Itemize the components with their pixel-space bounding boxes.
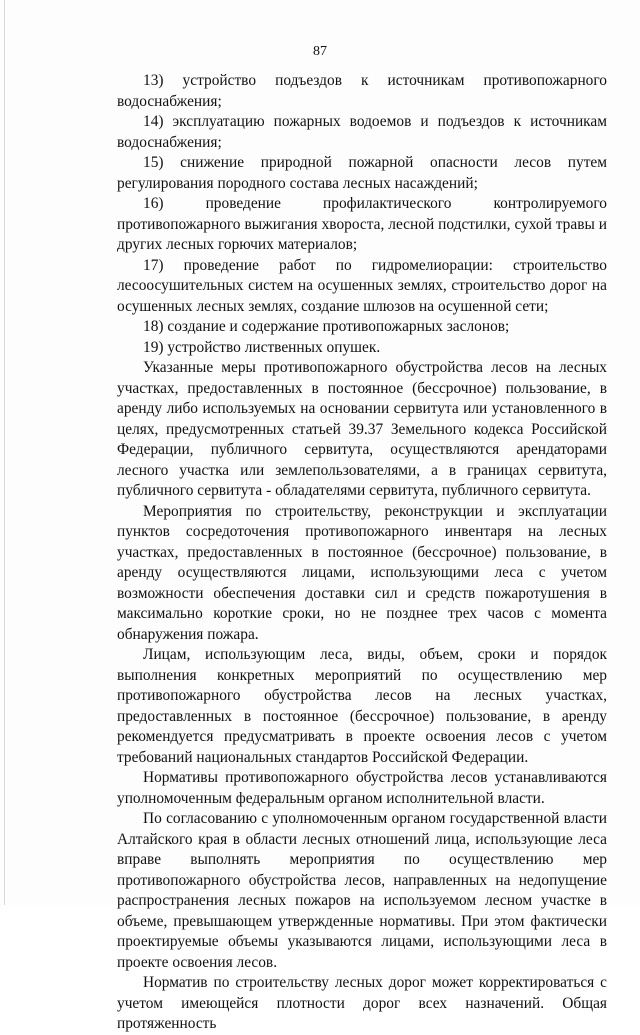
paragraph: 13) устройство подъездов к источникам противопожарного водоснабжения; — [117, 72, 607, 110]
paragraph: Мероприятия по строительству, реконструкции и эксплуатации пунктов сосредоточения противопожарного инвентаря на лесных участках, предоставленных в постоянное (бессрочное) пользование, в аренду осуществляются лицами, использующими леса с учетом возможности обеспечения доставки сил и средств пожаротушения в максимально короткие сроки, но не позднее трех часов с момента обнаружения пожара. — [117, 502, 607, 643]
paragraph: Норматив по строительству лесных дорог может корректироваться с учетом имеющейся плотности дорог всех назначений. Общая протяженность — [117, 974, 607, 1032]
paragraph: По согласованию с уполномоченным органом государственной власти Алтайского края в области лесных отношений лица, использующие леса вправе выполнять мероприятия по осуществлению мер противопожарного обустройства лесов, направленных на недопущение распространения лесных пожаров на используемом лесном участке в объеме, превышающем утвержденные нормативы. При этом фактически проектируемые объемы указываются лицами, использующими леса в проекте освоения лесов. — [117, 810, 607, 971]
paragraph: 17) проведение работ по гидромелиорации: строительство лесоосушительных систем на осушенных землях, строительство дорог на осушенных лесных землях, создание шлюзов на осушенной сети; — [117, 256, 607, 315]
scan-edge — [4, 0, 5, 905]
paragraph: 15) снижение природной пожарной опасности лесов путем регулирования породного состава лесных насаждений; — [117, 154, 607, 192]
paragraph: 18) создание и содержание противопожарных заслонов; — [143, 318, 510, 335]
paragraph: 19) устройство лиственных опушек. — [143, 338, 381, 356]
body-text — [117, 71, 607, 1035]
paragraph: Указанные меры противопожарного обустройства лесов на лесных участках, предоставленных в постоянное (бессрочное) пользование, в аренду либо используемых на основании сервитута или установленного в целях, предусмотренных статьей 39.37 Земельного кодекса Российской Федерации, публичного сервитута, осуществляются арендаторами лесного участка или землепользователями, а в границах сервитута, публичного сервитута - обладателями сервитута, публичного сервитута. — [117, 359, 607, 499]
paragraph: 14) эксплуатацию пожарных водоемов и подъездов к источникам водоснабжения; — [117, 113, 607, 151]
paragraph: Нормативы противопожарного обустройства лесов устанавливаются уполномоченным федеральным органом исполнительной власти. — [117, 769, 607, 807]
page-number: 87 — [313, 44, 327, 59]
paragraph: Лицам, использующим леса, виды, объем, сроки и порядок выполнения конкретных мероприятий по осуществлению мер противопожарного обустройства лесов на лесных участках, предоставленных в постоянное (бессрочное) пользование, в аренду рекомендуется предусматривать в проекте освоения лесов с учетом требований национальных стандартов Российской Федерации. — [117, 646, 607, 766]
paragraph: 16) проведение профилактического контролируемого противопожарного выжигания хвороста, лесной подстилки, сухой травы и других лесных горючих материалов; — [117, 195, 607, 253]
